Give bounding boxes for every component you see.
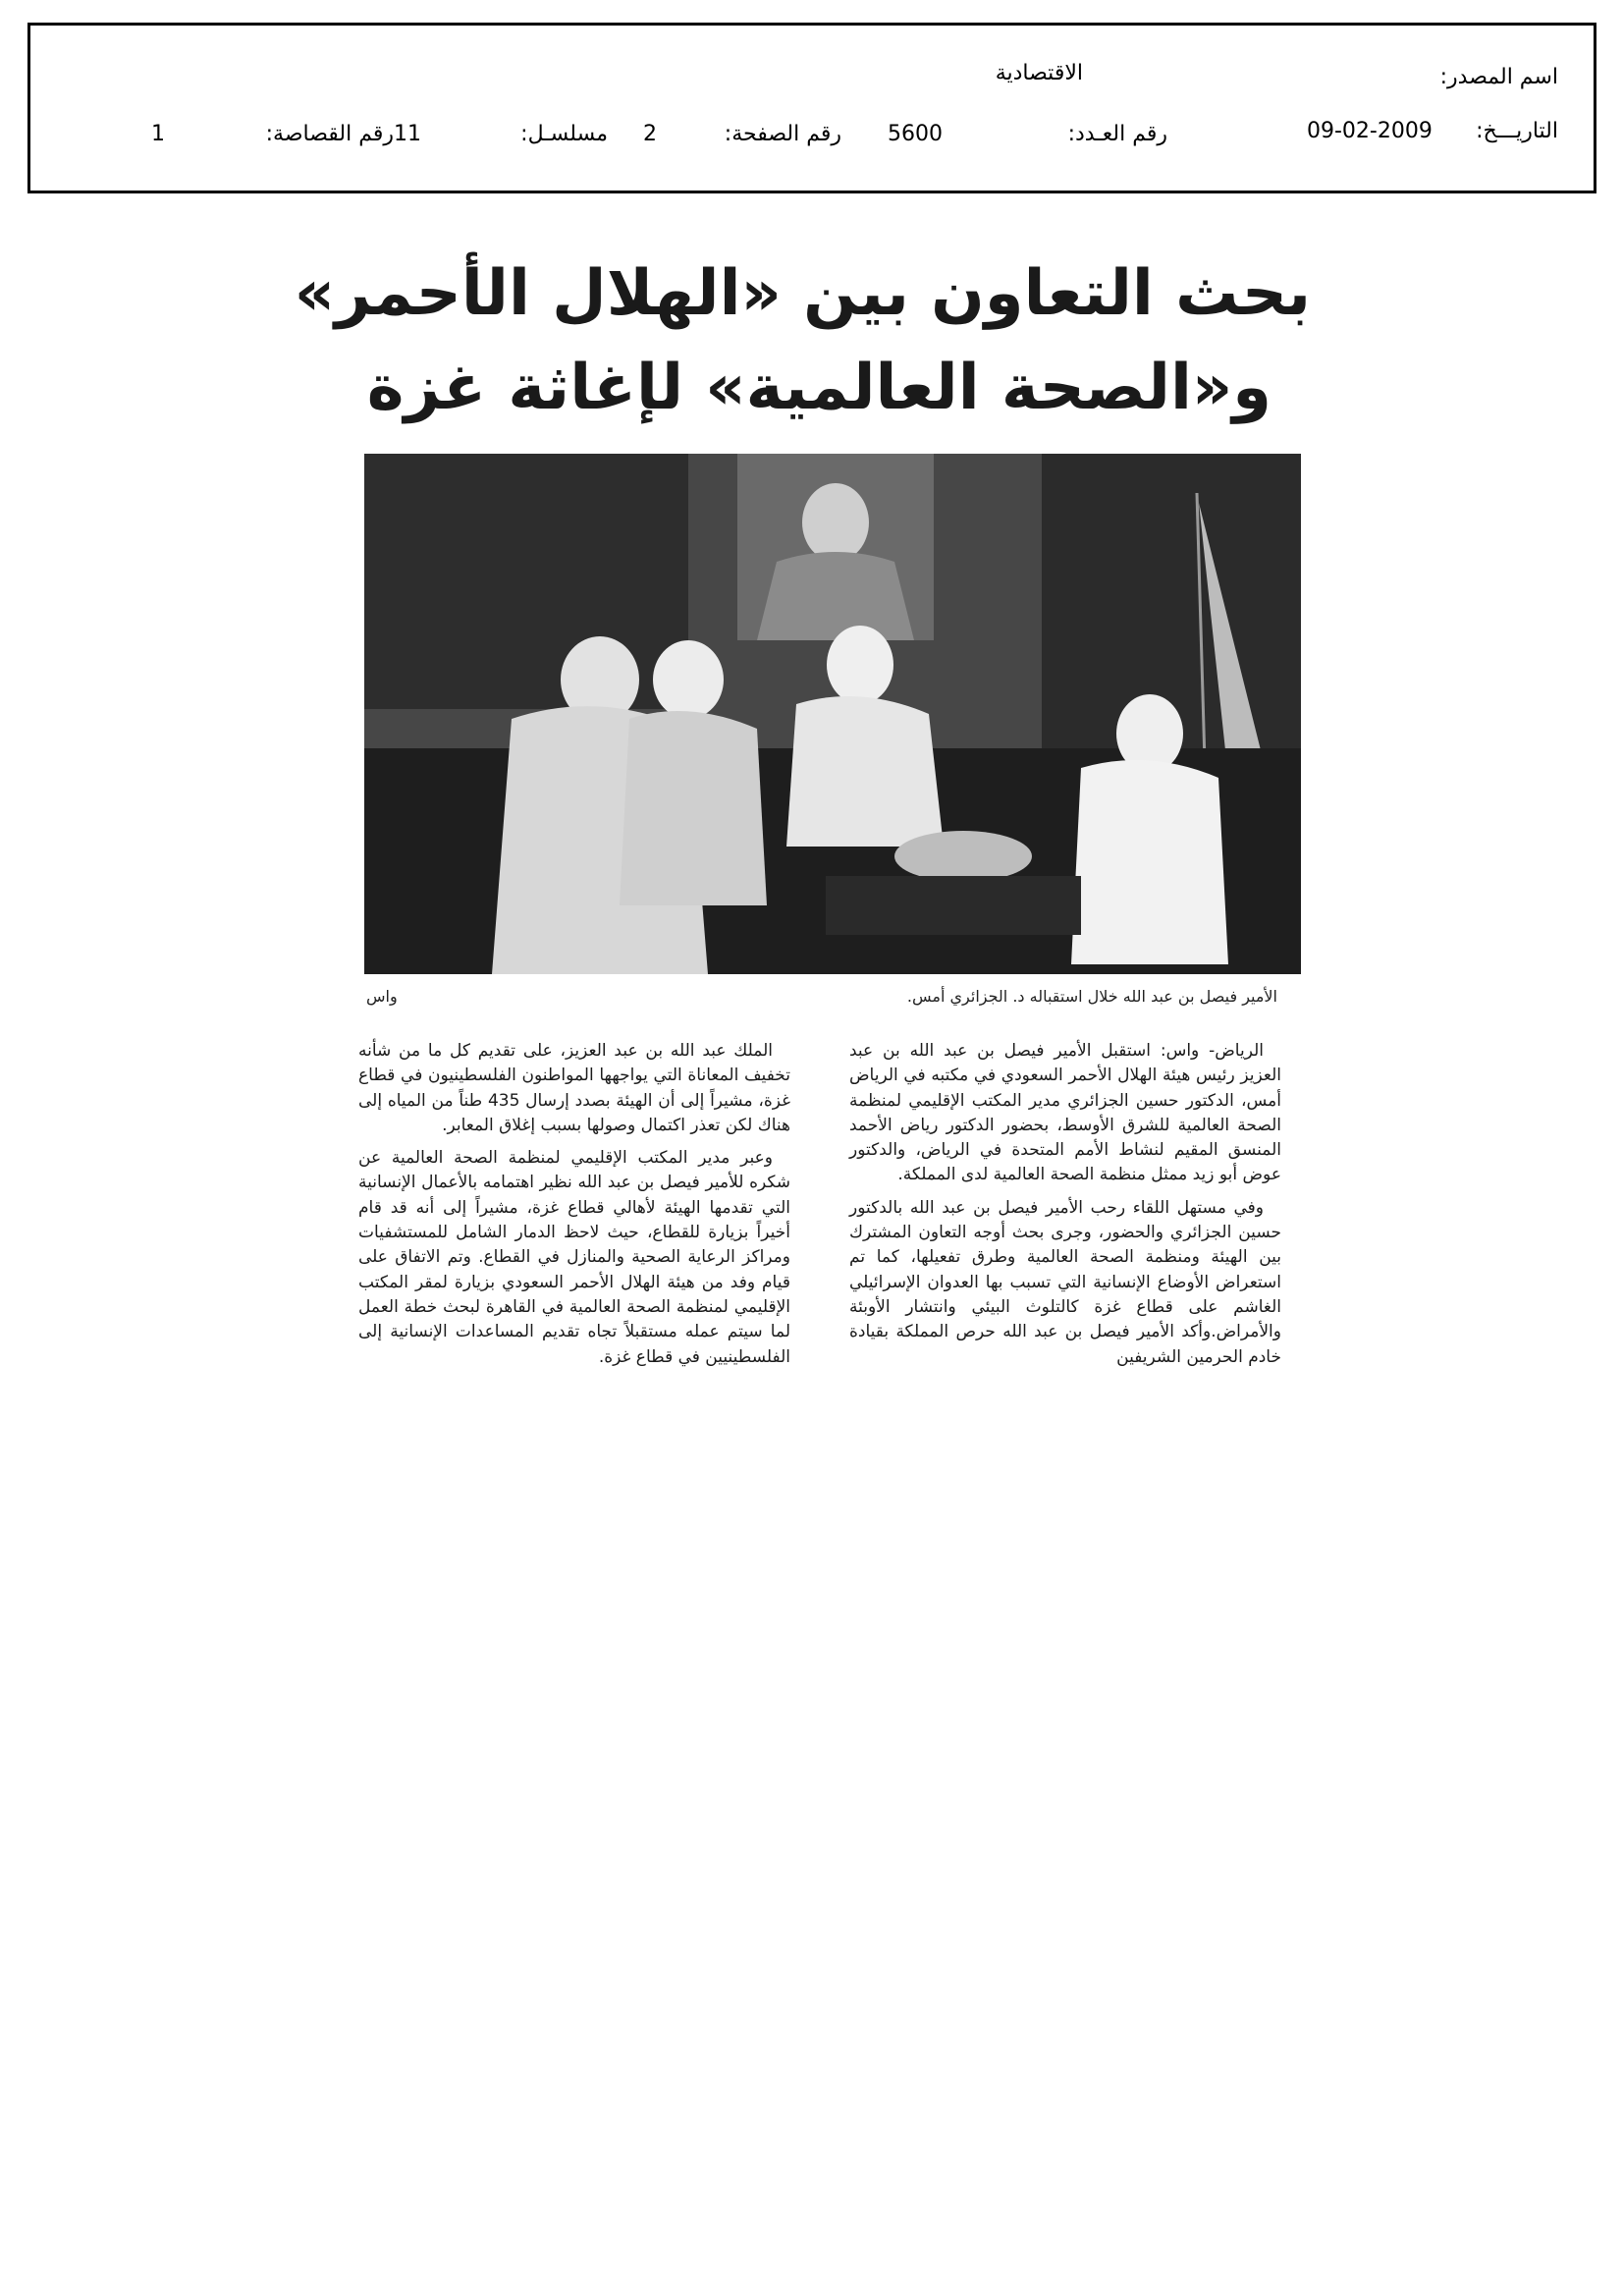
- headline-line-2: و«الصحة العالمية» لإغاثة غزة: [366, 352, 1271, 424]
- article-photo: [364, 454, 1301, 974]
- headline-line-1: بحث التعاون بين «الهلال الأحمر»: [294, 257, 1311, 330]
- newspaper-clipping: [294, 236, 1311, 1512]
- issue-value: 5600: [888, 122, 943, 146]
- clipping-header-box: [27, 23, 1596, 193]
- article-paragraph: وعبر مدير المكتب الإقليمي لمنظمة الصحة العالمية عن شكره للأمير فيصل بن عبد الله نظير اهتمامه بالأعمال الإنسانية التي تقدمها الهيئة لأهالي قطاع غزة، مشيراً إلى أنه قد قام أخيراً بزيارة للقطاع، حيث لاحظ الدمار الشامل للمستشفيات ومراكز الرعاية الصحية والمنازل في القطاع. وتم الاتفاق على قيام وفد من هيئة الهلال الأحمر السعودي بزيارة لمقر المكتب الإقليمي لمنظمة الصحة العالمية في القاهرة لبحث خطة العمل لما سيتم عمله مستقبلاً تجاه تقديم المساعدات الإنسانية إلى الفلسطينيين في قطاع غزة.: [358, 1148, 790, 1367]
- photo-illustration: [364, 454, 1301, 974]
- article-paragraph: الرياض- واس: استقبل الأمير فيصل بن عبد الله بن عبد العزيز رئيس هيئة الهلال الأحمر السعودي في مكتبه في الرياض أمس، الدكتور حسين الجزائري مدير المكتب الإقليمي لمنظمة الصحة العالمية للشرق الأوسط، بحضور الدكتور رياض الأحمد المنسق المقيم لنشاط الأمم المتحدة في الرياض، والدكتور عوض أبو زيد ممثل منظمة الصحة العالمية لدى المملكة.: [849, 1041, 1281, 1185]
- serial-value: 11: [394, 122, 421, 146]
- date-value: 09-02-2009: [1307, 119, 1433, 143]
- article-paragraph: وفي مستهل اللقاء رحب الأمير فيصل بن عبد الله بالدكتور حسين الجزائري والحضور، وجرى بحث أوجه التعاون المشترك بين الهيئة ومنظمة الصحة العالمية وطرق تفعيلها، كما تم استعراض الأوضاع الإنسانية التي تسبب بها العدوان الإسرائيلي الغاشم على قطاع غزة كالتلوث البيئي وانتشار الأوبئة والأمراض.وأكد الأمير فيصل بن عبد الله حرص المملكة بقيادة خادم الحرمين الشريفين: [849, 1197, 1281, 1367]
- clip-number-value: 1: [151, 122, 165, 146]
- article-column-left: [358, 1039, 790, 1370]
- page-label: رقم الصفحة:: [724, 122, 841, 146]
- article-paragraph: الملك عبد الله بن عبد العزيز، على تقديم كل ما من شأنه تخفيف المعاناة التي يواجهها المواطنون الفلسطينيون في قطاع غزة، مشيراً إلى أن الهيئة بصدد إرسال 435 طناً من المياه إلى هناك لكن تعذر اكتمال وصولها بسبب إغلاق المعابر.: [358, 1041, 790, 1135]
- serial-label: مسلسـل:: [520, 122, 608, 146]
- issue-label: رقم العـدد:: [1067, 122, 1167, 146]
- date-label: التاريـــخ:: [1476, 119, 1558, 143]
- page-value: 2: [643, 122, 657, 146]
- photo-caption: الأمير فيصل بن عبد الله خلال استقباله د. الجزائري أمس.: [906, 987, 1277, 1006]
- source-label: اسم المصدر:: [1439, 65, 1558, 89]
- clip-number-label: رقم القصاصة:: [265, 122, 394, 146]
- article-column-right: [849, 1039, 1281, 1370]
- source-value: الاقتصادية: [995, 61, 1083, 85]
- photo-credit: واس: [366, 987, 398, 1006]
